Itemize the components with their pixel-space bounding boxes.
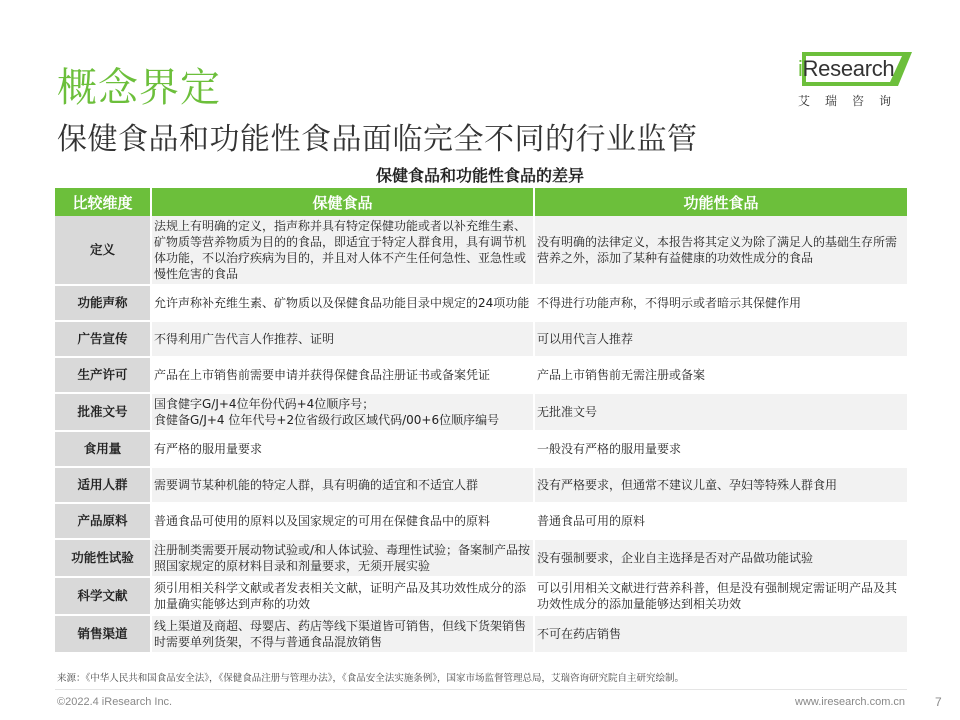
functional-food-cell: 没有强制要求，企业自主选择是否对产品做功能试验 [534, 539, 907, 577]
health-food-cell: 须引用相关科学文献或者发表相关文献，证明产品及其功效性成分的添加量确实能够达到声称的功效 [151, 577, 534, 615]
row-label: 销售渠道 [55, 615, 151, 653]
health-food-cell: 不得利用广告代言人作推荐、证明 [151, 321, 534, 357]
health-food-cell: 需要调节某种机能的特定人群，具有明确的适宜和不适宜人群 [151, 467, 534, 503]
row-label: 产品原料 [55, 503, 151, 539]
table-row [55, 285, 907, 321]
row-label: 生产许可 [55, 357, 151, 393]
comparison-table [55, 188, 907, 654]
footer-divider [55, 689, 907, 690]
header-functional-food: 功能性食品 [534, 188, 907, 216]
table-row [55, 357, 907, 393]
table-row [55, 503, 907, 539]
header-health-food: 保健食品 [151, 188, 534, 216]
row-label: 功能性试验 [55, 539, 151, 577]
table-title: 保健食品和功能性食品的差异 [375, 166, 584, 185]
functional-food-cell: 可以引用相关文献进行营养科普，但是没有强制规定需证明产品及其功效性成分的添加量能够达到相关功效 [534, 577, 907, 615]
health-food-cell: 国食健字G/J+4位年份代码+4位顺序号； 食健备G/J+4 位年代号+2位省级行政区域代码/00+6位顺序编号 [151, 393, 534, 431]
page-title: 概念界定 [57, 65, 221, 111]
row-label: 定义 [55, 216, 151, 285]
table-row [55, 321, 907, 357]
health-food-cell: 注册制类需要开展动物试验或/和人体试验、毒理性试验；备案制产品按照国家规定的原材料目录和剂量要求，无须开展实验 [151, 539, 534, 577]
row-label: 广告宣传 [55, 321, 151, 357]
row-label: 食用量 [55, 431, 151, 467]
row-label: 科学文献 [55, 577, 151, 615]
functional-food-cell: 不可在药店销售 [534, 615, 907, 653]
table-row [55, 393, 907, 431]
health-food-cell: 普通食品可使用的原料以及国家规定的可用在保健食品中的原料 [151, 503, 534, 539]
health-food-cell: 产品在上市销售前需要申请并获得保健食品注册证书或备案凭证 [151, 357, 534, 393]
health-food-cell: 有严格的服用量要求 [151, 431, 534, 467]
health-food-cell: 法规上有明确的定义，指声称并具有特定保健功能或者以补充维生素、矿物质等营养物质为目的的食品，即适宜于特定人群食用，具有调节机体功能，不以治疗疾病为目的，并且对人体不产生任何急性、亚急性或慢性危害的食品 [151, 216, 534, 285]
functional-food-cell: 可以用代言人推荐 [534, 321, 907, 357]
row-label: 适用人群 [55, 467, 151, 503]
functional-food-cell: 一般没有严格的服用量要求 [534, 431, 907, 467]
table-row [55, 431, 907, 467]
functional-food-cell: 没有明确的法律定义，本报告将其定义为除了满足人的基础生存所需营养之外，添加了某种有益健康的功效性成分的食品 [534, 216, 907, 285]
functional-food-cell: 普通食品可用的原料 [534, 503, 907, 539]
functional-food-cell: 不得进行功能声称，不得明示或者暗示其保健作用 [534, 285, 907, 321]
page-number: 7 [935, 695, 942, 709]
table-row [55, 615, 907, 653]
table-header-row [55, 188, 907, 216]
health-food-cell: 允许声称补充维生素、矿物质以及保健食品功能目录中规定的24项功能 [151, 285, 534, 321]
row-label: 批准文号 [55, 393, 151, 431]
copyright: ©2022.4 iResearch Inc. [57, 696, 173, 708]
table-row [55, 216, 907, 285]
header-dimension: 比较维度 [55, 188, 151, 216]
row-label: 功能声称 [55, 285, 151, 321]
source-note: 来源：《中华人民共和国食品安全法》，《保健食品注册与管理办法》，《食品安全法实施条例》，国家市场监督管理总局，艾瑞咨询研究院自主研究绘制。 [57, 673, 685, 684]
website-link: www.iresearch.com.cn [795, 696, 906, 708]
functional-food-cell: 没有严格要求，但通常不建议儿童、孕妇等特殊人群食用 [534, 467, 907, 503]
table-row [55, 539, 907, 577]
iresearch-logo [790, 50, 915, 110]
health-food-cell: 线上渠道及商超、母婴店、药店等线下渠道皆可销售，但线下货架销售时需要单列货架，不得与普通食品混放销售 [151, 615, 534, 653]
logo-chinese: 艾瑞咨询 [798, 94, 907, 108]
functional-food-cell: 无批准文号 [534, 393, 907, 431]
table-row [55, 467, 907, 503]
page-subtitle: 保健食品和功能性食品面临完全不同的行业监管 [57, 122, 698, 157]
functional-food-cell: 产品上市销售前无需注册或备案 [534, 357, 907, 393]
logo-wordmark: iResearch [798, 56, 895, 81]
table-row [55, 577, 907, 615]
